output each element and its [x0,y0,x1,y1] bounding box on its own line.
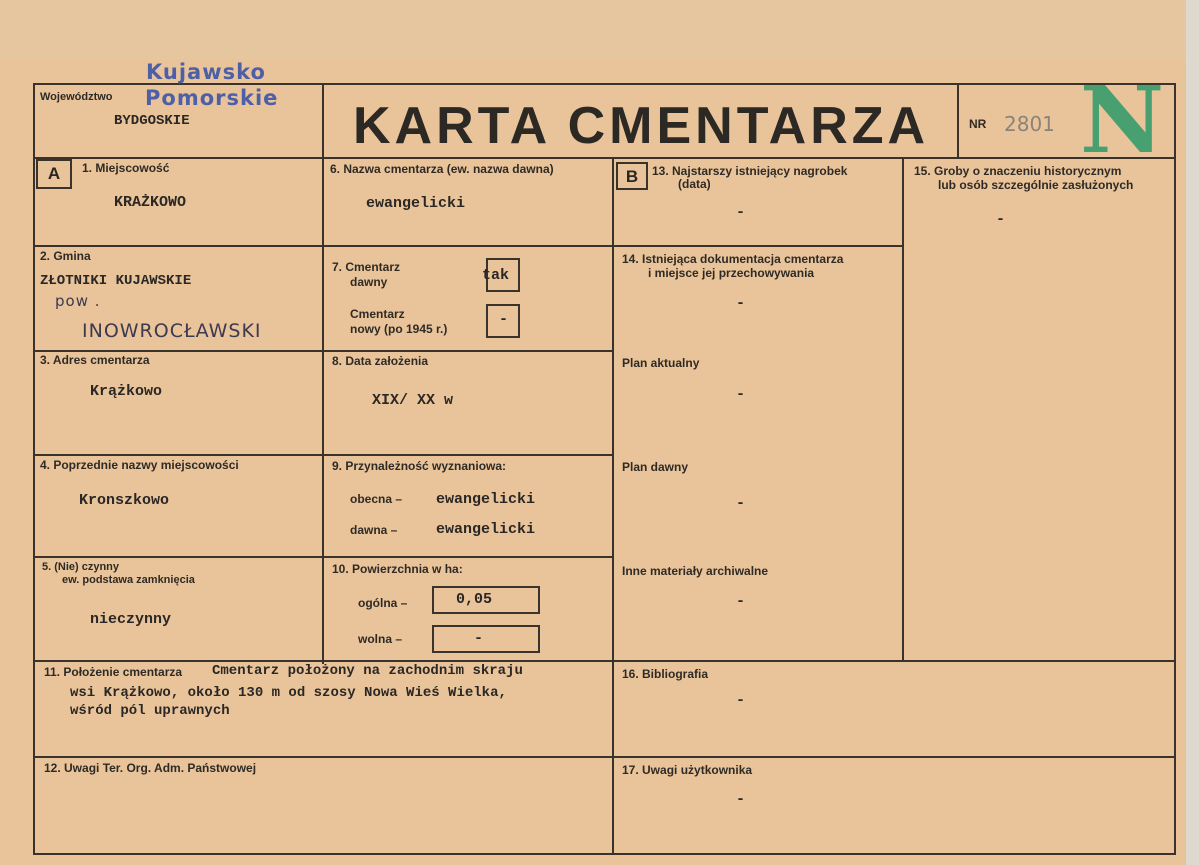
ogolna-value: 0,05 [456,591,493,608]
czynny-value: nieczynny [90,611,172,628]
uwagi-terenowe-label: 12. Uwagi Ter. Org. Adm. Państwowej [44,761,257,775]
grid-line [33,245,613,247]
nr-label: NR [969,117,987,131]
grid-line [33,454,613,456]
nowy-label: Cmentarz [350,307,405,321]
nazwa-label: 6. Nazwa cmentarza (ew. nazwa dawna) [330,162,554,176]
dokumentacja-value: - [736,295,746,312]
ogolna-label: ogólna – [358,596,408,610]
dawna-value: ewangelicki [436,521,536,538]
grid-line [322,84,324,664]
data-zalozenia-label: 8. Data założenia [332,354,429,368]
wolna-value: - [474,630,484,647]
bibliografia-label: 16. Bibliografia [622,667,709,681]
dokumentacja-sublabel: i miejsce jej przechowywania [648,266,815,280]
bibliografia-value: - [736,692,746,709]
paper-top-strip [0,0,1199,60]
wojewodztwo-label: Województwo [40,91,113,103]
paper-right-edge [1186,0,1199,865]
pow-value: INOWROCŁAWSKI [82,320,262,342]
wolna-box [432,625,540,653]
grid-line [957,84,959,158]
uwagi-uzytkownika-label: 17. Uwagi użytkownika [622,763,753,777]
polozenie-line3: wśród pól uprawnych [70,703,230,719]
dawny-sublabel: dawny [350,275,388,289]
data-zalozenia-value: XIX/ XX w [372,392,454,409]
card-title: KARTA CMENTARZA [353,97,930,155]
miejscowosc-label: 1. Miejscowość [82,161,170,175]
grid-line [33,660,1176,662]
plan-dawny-label: Plan dawny [622,460,689,474]
region-stamp-line2: Pomorskie [145,86,279,110]
section-b-marker: B [616,162,648,190]
grid-line [613,245,903,247]
polozenie-label: 11. Położenie cmentarza [44,665,183,679]
nazwa-value: ewangelicki [366,195,466,212]
nagrobek-value: - [736,204,746,221]
miejscowosc-value: KRAŻKOWO [114,194,187,211]
obecna-label: obecna – [350,492,403,506]
region-stamp-line1: Kujawsko [146,60,266,84]
gmina-value: ZŁOTNIKI KUJAWSKIE [40,273,192,289]
powierzchnia-label: 10. Powierzchnia w ha: [332,562,463,576]
grid-line [33,157,1176,159]
nowy-value: - [499,311,509,328]
polozenie-line1: Cmentarz położony na zachodnim skraju [212,663,523,679]
nr-value: 2801 [1004,112,1055,136]
gmina-label: 2. Gmina [40,249,91,263]
dawny-value: tak [482,267,510,284]
plan-aktualny-value: - [736,386,746,403]
wyznanie-label: 9. Przynależność wyznaniowa: [332,459,507,473]
plan-aktualny-label: Plan aktualny [622,356,700,370]
groby-label: 15. Groby o znaczeniu historycznym [914,164,1122,178]
poprzednie-value: Kronszkowo [79,492,170,509]
czynny-label: 5. (Nie) czynny [42,561,120,573]
wojewodztwo-value: BYDGOSKIE [114,113,190,129]
czynny-sublabel: ew. podstawa zamknięcia [62,574,195,586]
nowy-sublabel: nowy (po 1945 r.) [350,322,448,336]
grid-line [612,158,614,855]
adres-value: Krążkowo [90,383,163,400]
groby-sublabel: lub osób szczególnie zasłużonych [938,178,1134,192]
grid-line [33,350,613,352]
dawny-label: 7. Cmentarz [332,260,401,274]
grid-line [33,556,613,558]
dokumentacja-label: 14. Istniejąca dokumentacja cmentarza [622,252,844,266]
adres-label: 3. Adres cmentarza [40,353,150,367]
plan-dawny-value: - [736,495,746,512]
pow-label: pow . [55,292,101,310]
section-a-marker: A [36,159,72,189]
polozenie-line2: wsi Krążkowo, około 130 m od szosy Nowa Wieś Wielka, [70,685,507,701]
groby-value: - [996,211,1006,228]
inne-materialy-value: - [736,593,746,610]
grid-line [902,158,904,662]
uwagi-uzytkownika-value: - [736,791,746,808]
nagrobek-sublabel: (data) [678,177,711,191]
poprzednie-label: 4. Poprzednie nazwy miejscowości [40,458,239,472]
nagrobek-label: 13. Najstarszy istniejący nagrobek [652,164,848,178]
wolna-label: wolna – [358,632,403,646]
obecna-value: ewangelicki [436,491,536,508]
inne-materialy-label: Inne materiały archiwalne [622,564,769,578]
green-letter-stamp: N [1080,66,1165,174]
dawna-label: dawna – [350,523,398,537]
grid-line [33,756,1176,758]
